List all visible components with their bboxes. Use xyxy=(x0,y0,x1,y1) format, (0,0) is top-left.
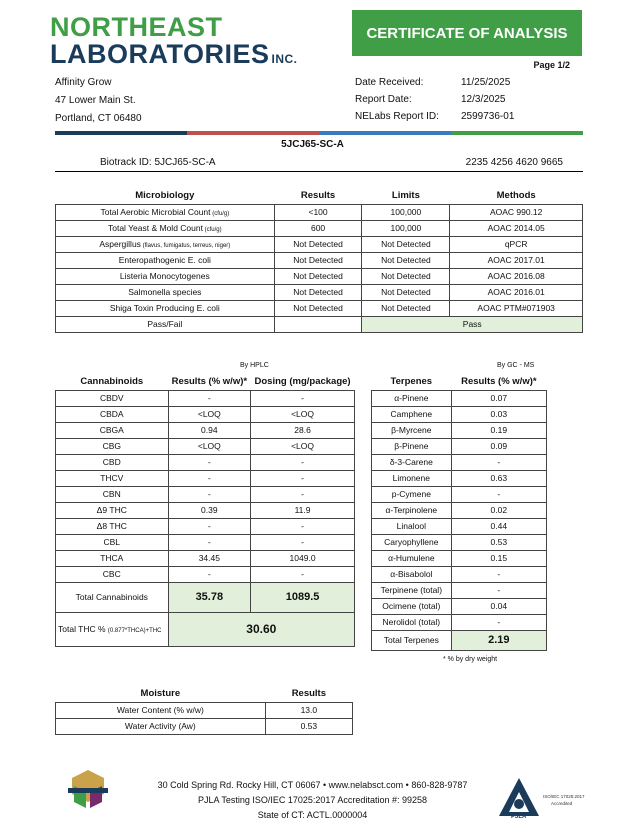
table-row xyxy=(372,534,547,550)
canna-dose: - xyxy=(251,566,355,582)
terp-result: - xyxy=(451,454,546,470)
pjla-iso: ISO/IEC 17025:2017 xyxy=(543,794,585,799)
table-row xyxy=(56,300,583,316)
passfail-label: Pass/Fail xyxy=(56,316,275,332)
logo-line2 xyxy=(50,41,300,73)
canna-result: - xyxy=(168,518,251,534)
table-row xyxy=(56,454,355,470)
terpenes-table xyxy=(371,374,547,651)
canna-result: - xyxy=(168,454,251,470)
client-address1: 47 Lower Main St. xyxy=(55,95,136,106)
cannabinoids-table xyxy=(55,374,355,647)
pjla-accredited: Accredited xyxy=(551,801,573,806)
table-row xyxy=(56,566,355,582)
terp-name: α-Pinene xyxy=(372,390,452,406)
table-row xyxy=(56,268,583,284)
terp-name: Terpinene (total) xyxy=(372,582,452,598)
terp-name: β-Myrcene xyxy=(372,422,452,438)
terp-result: 0.44 xyxy=(451,518,546,534)
terp-name: Limonene xyxy=(372,470,452,486)
canna-dose: <LOQ xyxy=(251,438,355,454)
terp-result: 0.07 xyxy=(451,390,546,406)
date-received: 11/25/2025 xyxy=(461,77,511,88)
canna-dose: 11.9 xyxy=(251,502,355,518)
canna-result: - xyxy=(168,470,251,486)
canna-name: CBDV xyxy=(56,390,169,406)
by-gc-label: By GC - MS xyxy=(497,362,535,369)
micro-limit: Not Detected xyxy=(362,236,450,252)
terp-header-0: Terpenes xyxy=(372,374,452,390)
table-row xyxy=(56,406,355,422)
total-cannabinoids-label: Total Cannabinoids xyxy=(56,582,169,612)
micro-name: Enteropathogenic E. coli xyxy=(56,252,275,268)
table-row xyxy=(372,470,547,486)
table-row xyxy=(372,582,547,598)
total-terpenes-label: Total Terpenes xyxy=(372,630,452,650)
micro-method: AOAC 2016.08 xyxy=(450,268,583,284)
canna-dose: - xyxy=(251,454,355,470)
canna-dose: - xyxy=(251,486,355,502)
pjla-badge xyxy=(495,774,585,822)
micro-name: Salmonella species xyxy=(56,284,275,300)
micro-result: 600 xyxy=(274,220,362,236)
company-logo xyxy=(50,14,300,73)
table-row xyxy=(56,252,583,268)
moist-name: Water Content (% w/w) xyxy=(56,702,266,718)
canna-header-1: Results (% w/w)* xyxy=(168,374,251,390)
terp-result: - xyxy=(451,486,546,502)
terp-result: 0.63 xyxy=(451,470,546,486)
terp-name: Ocimene (total) xyxy=(372,598,452,614)
terp-name: δ-3-Carene xyxy=(372,454,452,470)
client-address2: Portland, CT 06480 xyxy=(55,113,142,124)
micro-method: AOAC 2016.01 xyxy=(450,284,583,300)
canna-result: <LOQ xyxy=(168,406,251,422)
micro-name: Total Yeast & Mold Count (cfu/g) xyxy=(56,220,275,236)
canna-header-0: Cannabinoids xyxy=(56,374,169,390)
table-row xyxy=(372,454,547,470)
logo-line1: NORTHEAST xyxy=(50,12,223,42)
micro-unit: (cfu/g) xyxy=(210,211,230,217)
canna-header-2: Dosing (mg/package) xyxy=(251,374,355,390)
moist-header-1: Results xyxy=(265,686,352,702)
color-divider xyxy=(55,131,583,135)
table-row xyxy=(56,284,583,300)
table-row xyxy=(56,438,355,454)
table-row xyxy=(56,390,355,406)
terp-name: Nerolidol (total) xyxy=(372,614,452,630)
canna-name: CBC xyxy=(56,566,169,582)
canna-result: - xyxy=(168,390,251,406)
canna-name: CBG xyxy=(56,438,169,454)
canna-dose: - xyxy=(251,470,355,486)
table-row xyxy=(56,422,355,438)
passfail-value: Pass xyxy=(362,316,583,332)
canna-name: CBL xyxy=(56,534,169,550)
canna-dose: - xyxy=(251,390,355,406)
micro-result: Not Detected xyxy=(274,252,362,268)
canna-dose: <LOQ xyxy=(251,406,355,422)
micro-method: AOAC 2014.05 xyxy=(450,220,583,236)
table-row xyxy=(56,534,355,550)
micro-result: Not Detected xyxy=(274,284,362,300)
canna-result: 34.45 xyxy=(168,550,251,566)
canna-result: - xyxy=(168,566,251,582)
micro-result: Not Detected xyxy=(274,268,362,284)
table-row xyxy=(372,486,547,502)
table-row xyxy=(56,486,355,502)
biotrack-id: Biotrack ID: 5JCJ65-SC-A xyxy=(100,157,216,168)
canna-name: CBGA xyxy=(56,422,169,438)
date-received-label: Date Received: xyxy=(355,77,424,88)
canna-result: - xyxy=(168,486,251,502)
by-hplc-label: By HPLC xyxy=(240,362,269,369)
terp-name: α-Bisabolol xyxy=(372,566,452,582)
passfail-row xyxy=(56,316,583,332)
table-row xyxy=(372,390,547,406)
micro-header-2: Limits xyxy=(362,188,450,204)
terp-result: 0.09 xyxy=(451,438,546,454)
moist-result: 0.53 xyxy=(265,718,352,734)
micro-result: Not Detected xyxy=(274,300,362,316)
total-terpenes-row xyxy=(372,630,547,650)
logo-inc: INC. xyxy=(271,52,298,66)
micro-method: qPCR xyxy=(450,236,583,252)
micro-method: AOAC 2017.01 xyxy=(450,252,583,268)
terp-result: - xyxy=(451,614,546,630)
footer-state: State of CT: ACTL.0000004 xyxy=(257,810,368,820)
micro-name: Listeria Monocytogenes xyxy=(56,268,275,284)
pjla-text: PJLA xyxy=(511,814,527,820)
canna-dose: 1049.0 xyxy=(251,550,355,566)
micro-limit: Not Detected xyxy=(362,252,450,268)
micro-header-0: Microbiology xyxy=(56,188,275,204)
sample-id: 5JCJ65-SC-A xyxy=(281,139,344,150)
report-id-label: NELabs Report ID: xyxy=(355,111,439,122)
table-row xyxy=(372,422,547,438)
total-thc-value: 30.60 xyxy=(168,612,354,646)
micro-limit: 100,000 xyxy=(362,204,450,220)
terp-name: α-Humulene xyxy=(372,550,452,566)
moist-result: 13.0 xyxy=(265,702,352,718)
terp-name: Linalool xyxy=(372,518,452,534)
table-row xyxy=(56,204,583,220)
canna-name: Δ9 THC xyxy=(56,502,169,518)
table-row xyxy=(372,550,547,566)
micro-name: Total Aerobic Microbial Count (cfu/g) xyxy=(56,204,275,220)
terp-result: 0.15 xyxy=(451,550,546,566)
canna-name: CBN xyxy=(56,486,169,502)
terp-name: p-Cymene xyxy=(372,486,452,502)
table-row xyxy=(372,502,547,518)
moist-name: Water Activity (Aw) xyxy=(56,718,266,734)
biotrack-number: 2235 4256 4620 9665 xyxy=(465,157,563,168)
micro-header-3: Methods xyxy=(450,188,583,204)
thc-formula: (0.877*THCA)+THC xyxy=(107,628,162,634)
biotrack-row xyxy=(55,157,583,172)
passfail-empty xyxy=(274,316,362,332)
micro-name: Aspergillus (flavus, fumigatus, terreus, niger) xyxy=(56,236,275,252)
table-row xyxy=(372,614,547,630)
table-row xyxy=(372,598,547,614)
table-row xyxy=(56,718,353,734)
micro-unit: (flavus, fumigatus, terreus, niger) xyxy=(140,243,231,249)
canna-name: CBD xyxy=(56,454,169,470)
terp-result: 0.04 xyxy=(451,598,546,614)
terp-name: Caryophyllene xyxy=(372,534,452,550)
micro-limit: Not Detected xyxy=(362,284,450,300)
dry-weight-note: * % by dry weight xyxy=(443,656,498,663)
micro-limit: Not Detected xyxy=(362,300,450,316)
total-thc-label: Total THC % (0.877*THCA)+THC xyxy=(56,612,169,646)
terp-result: 0.19 xyxy=(451,422,546,438)
total-cannabinoids-result: 35.78 xyxy=(168,582,251,612)
moist-header-0: Moisture xyxy=(56,686,266,702)
coa-banner: CERTIFICATE OF ANALYSIS xyxy=(352,10,582,56)
table-row xyxy=(372,438,547,454)
canna-name: Δ8 THC xyxy=(56,518,169,534)
report-date-label: Report Date: xyxy=(355,94,412,105)
table-row xyxy=(56,518,355,534)
total-cannabinoids-dose: 1089.5 xyxy=(251,582,355,612)
table-row xyxy=(56,702,353,718)
moisture-table xyxy=(55,686,353,735)
terp-header-1: Results (% w/w)* xyxy=(451,374,546,390)
canna-name: THCV xyxy=(56,470,169,486)
canna-dose: - xyxy=(251,518,355,534)
table-row xyxy=(56,220,583,236)
terp-result: 0.02 xyxy=(451,502,546,518)
micro-method: AOAC 990.12 xyxy=(450,204,583,220)
micro-header-1: Results xyxy=(274,188,362,204)
canna-dose: - xyxy=(251,534,355,550)
microbiology-table xyxy=(55,188,583,333)
total-terpenes-value: 2.19 xyxy=(451,630,546,650)
canna-dose: 28.6 xyxy=(251,422,355,438)
table-row xyxy=(56,470,355,486)
table-row xyxy=(56,502,355,518)
report-id: 2599736-01 xyxy=(461,111,515,122)
table-row xyxy=(372,406,547,422)
terp-name: α-Terpinolene xyxy=(372,502,452,518)
total-cannabinoids-row xyxy=(56,582,355,612)
canna-result: 0.39 xyxy=(168,502,251,518)
footer-accreditation: PJLA Testing ISO/IEC 17025:2017 Accreditation #: 99258 xyxy=(198,795,427,805)
micro-name: Shiga Toxin Producing E. coli xyxy=(56,300,275,316)
terp-name: β-Pinene xyxy=(372,438,452,454)
canna-name: CBDA xyxy=(56,406,169,422)
terp-result: - xyxy=(451,582,546,598)
terp-name: Camphene xyxy=(372,406,452,422)
terp-result: 0.03 xyxy=(451,406,546,422)
canna-result: - xyxy=(168,534,251,550)
report-date: 12/3/2025 xyxy=(461,94,506,105)
table-row xyxy=(56,550,355,566)
logo-line2-text: LABORATORIES xyxy=(50,39,270,69)
micro-method: AOAC PTM#071903 xyxy=(450,300,583,316)
table-row xyxy=(56,236,583,252)
table-row xyxy=(372,518,547,534)
client-block xyxy=(55,74,142,128)
micro-result: Not Detected xyxy=(274,236,362,252)
micro-limit: Not Detected xyxy=(362,268,450,284)
table-row xyxy=(372,566,547,582)
total-thc-row xyxy=(56,612,355,646)
canna-name: THCA xyxy=(56,550,169,566)
page-number: Page 1/2 xyxy=(533,60,570,70)
micro-limit: 100,000 xyxy=(362,220,450,236)
micro-unit: (cfu/g) xyxy=(202,227,222,233)
client-name: Affinity Grow xyxy=(55,77,112,88)
micro-result: <100 xyxy=(274,204,362,220)
canna-result: 0.94 xyxy=(168,422,251,438)
report-info xyxy=(355,74,514,125)
terp-result: - xyxy=(451,566,546,582)
terp-result: 0.53 xyxy=(451,534,546,550)
footer-address: 30 Cold Spring Rd. Rocky Hill, CT 06067 • www.nelabsct.com • 860-828-9787 xyxy=(157,780,468,790)
canna-result: <LOQ xyxy=(168,438,251,454)
